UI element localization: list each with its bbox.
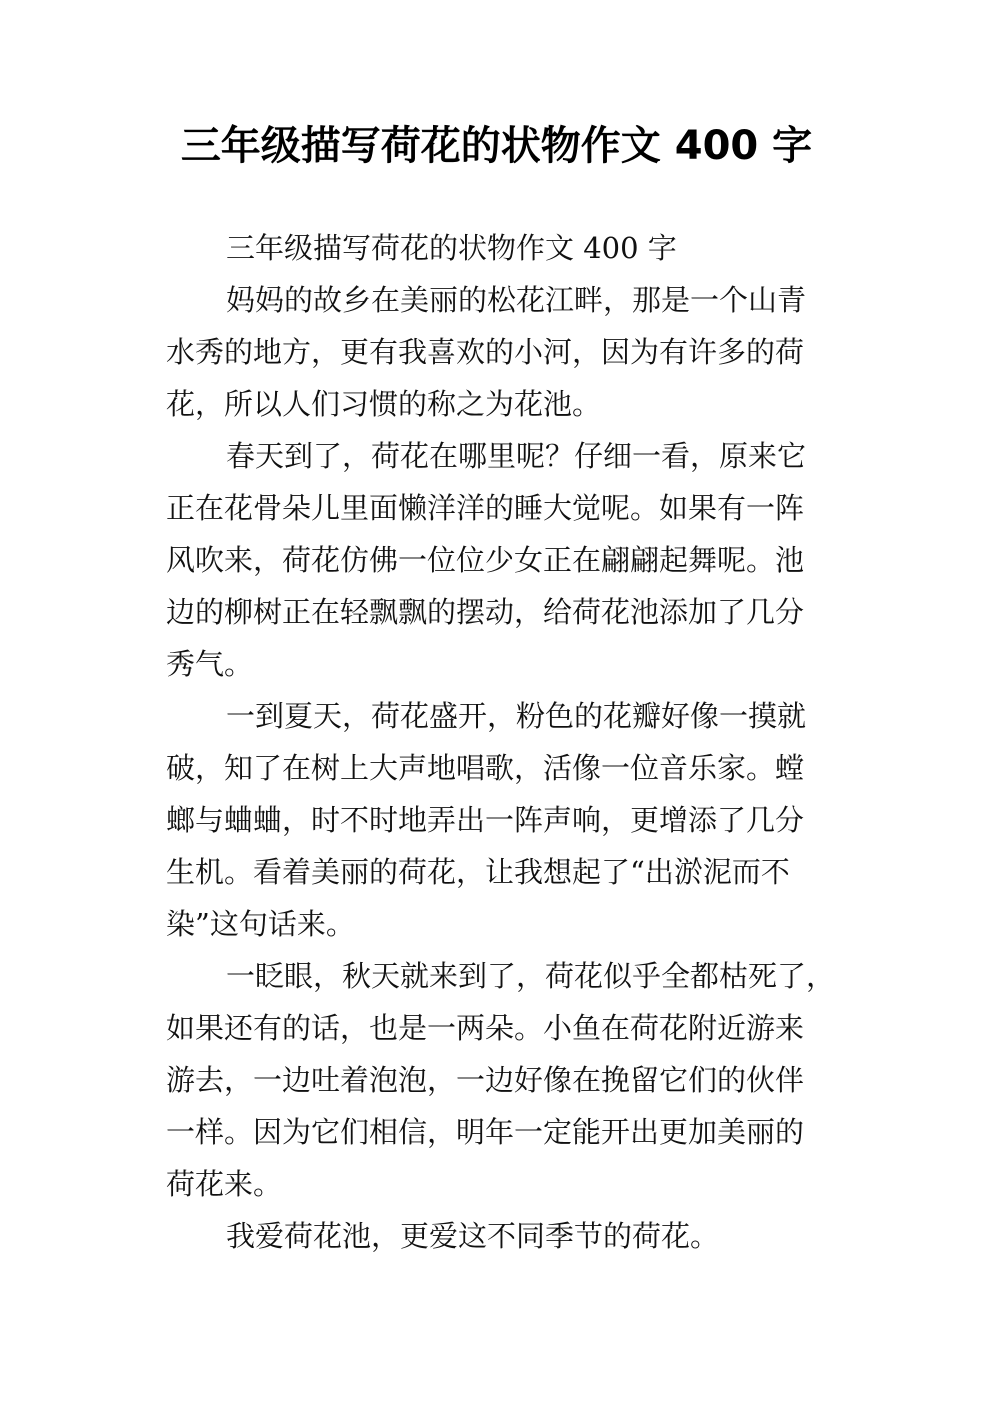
body-text-line: 我爱荷花池，更爱这不同季节的荷花。 (226, 1219, 720, 1253)
body-text-line: 生机。看着美丽的荷花，让我想起了“出淤泥而不 (166, 855, 790, 889)
body-text-line: 水秀的地方，更有我喜欢的小河，因为有许多的荷 (166, 335, 805, 369)
document-title: 三年级描写荷花的状物作文 400 字 (180, 123, 813, 169)
body-text-line: 如果还有的话，也是一两朵。小鱼在荷花附近游来 (166, 1011, 805, 1045)
body-text-line: 边的柳树正在轻飘飘的摆动，给荷花池添加了几分 (166, 595, 805, 629)
body-text-line: 妈妈的故乡在美丽的松花江畔，那是一个山青 (226, 283, 807, 317)
body-text-line: 秀气。 (166, 647, 254, 681)
body-text-line: 荷花来。 (166, 1167, 283, 1201)
body-text-line: 花，所以人们习惯的称之为花池。 (166, 387, 602, 421)
document-subtitle-line: 三年级描写荷花的状物作文 400 字 (226, 231, 677, 265)
body-text-line: 螂与蛐蛐，时不时地弄出一阵声响，更增添了几分 (166, 803, 805, 837)
body-text-line: 风吹来，荷花仿佛一位位少女正在翩翩起舞呢。池 (166, 543, 805, 577)
body-text-line: 游去，一边吐着泡泡，一边好像在挽留它们的伙伴 (166, 1063, 805, 1097)
body-text-line: 一样。因为它们相信，明年一定能开出更加美丽的 (166, 1115, 805, 1149)
body-text-line: 春天到了，荷花在哪里呢？仔细一看，原来它 (226, 439, 807, 473)
body-text-line: 正在花骨朵儿里面懒洋洋的睡大觉呢。如果有一阵 (166, 491, 805, 525)
body-text-line: 染”这句话来。 (166, 907, 355, 941)
body-text-line: 破，知了在树上大声地唱歌，活像一位音乐家。螳 (166, 751, 805, 785)
body-text-line: 一眨眼，秋天就来到了，荷花似乎全都枯死了， (226, 959, 836, 993)
body-text-line: 一到夏天，荷花盛开，粉色的花瓣好像一摸就 (226, 699, 807, 733)
